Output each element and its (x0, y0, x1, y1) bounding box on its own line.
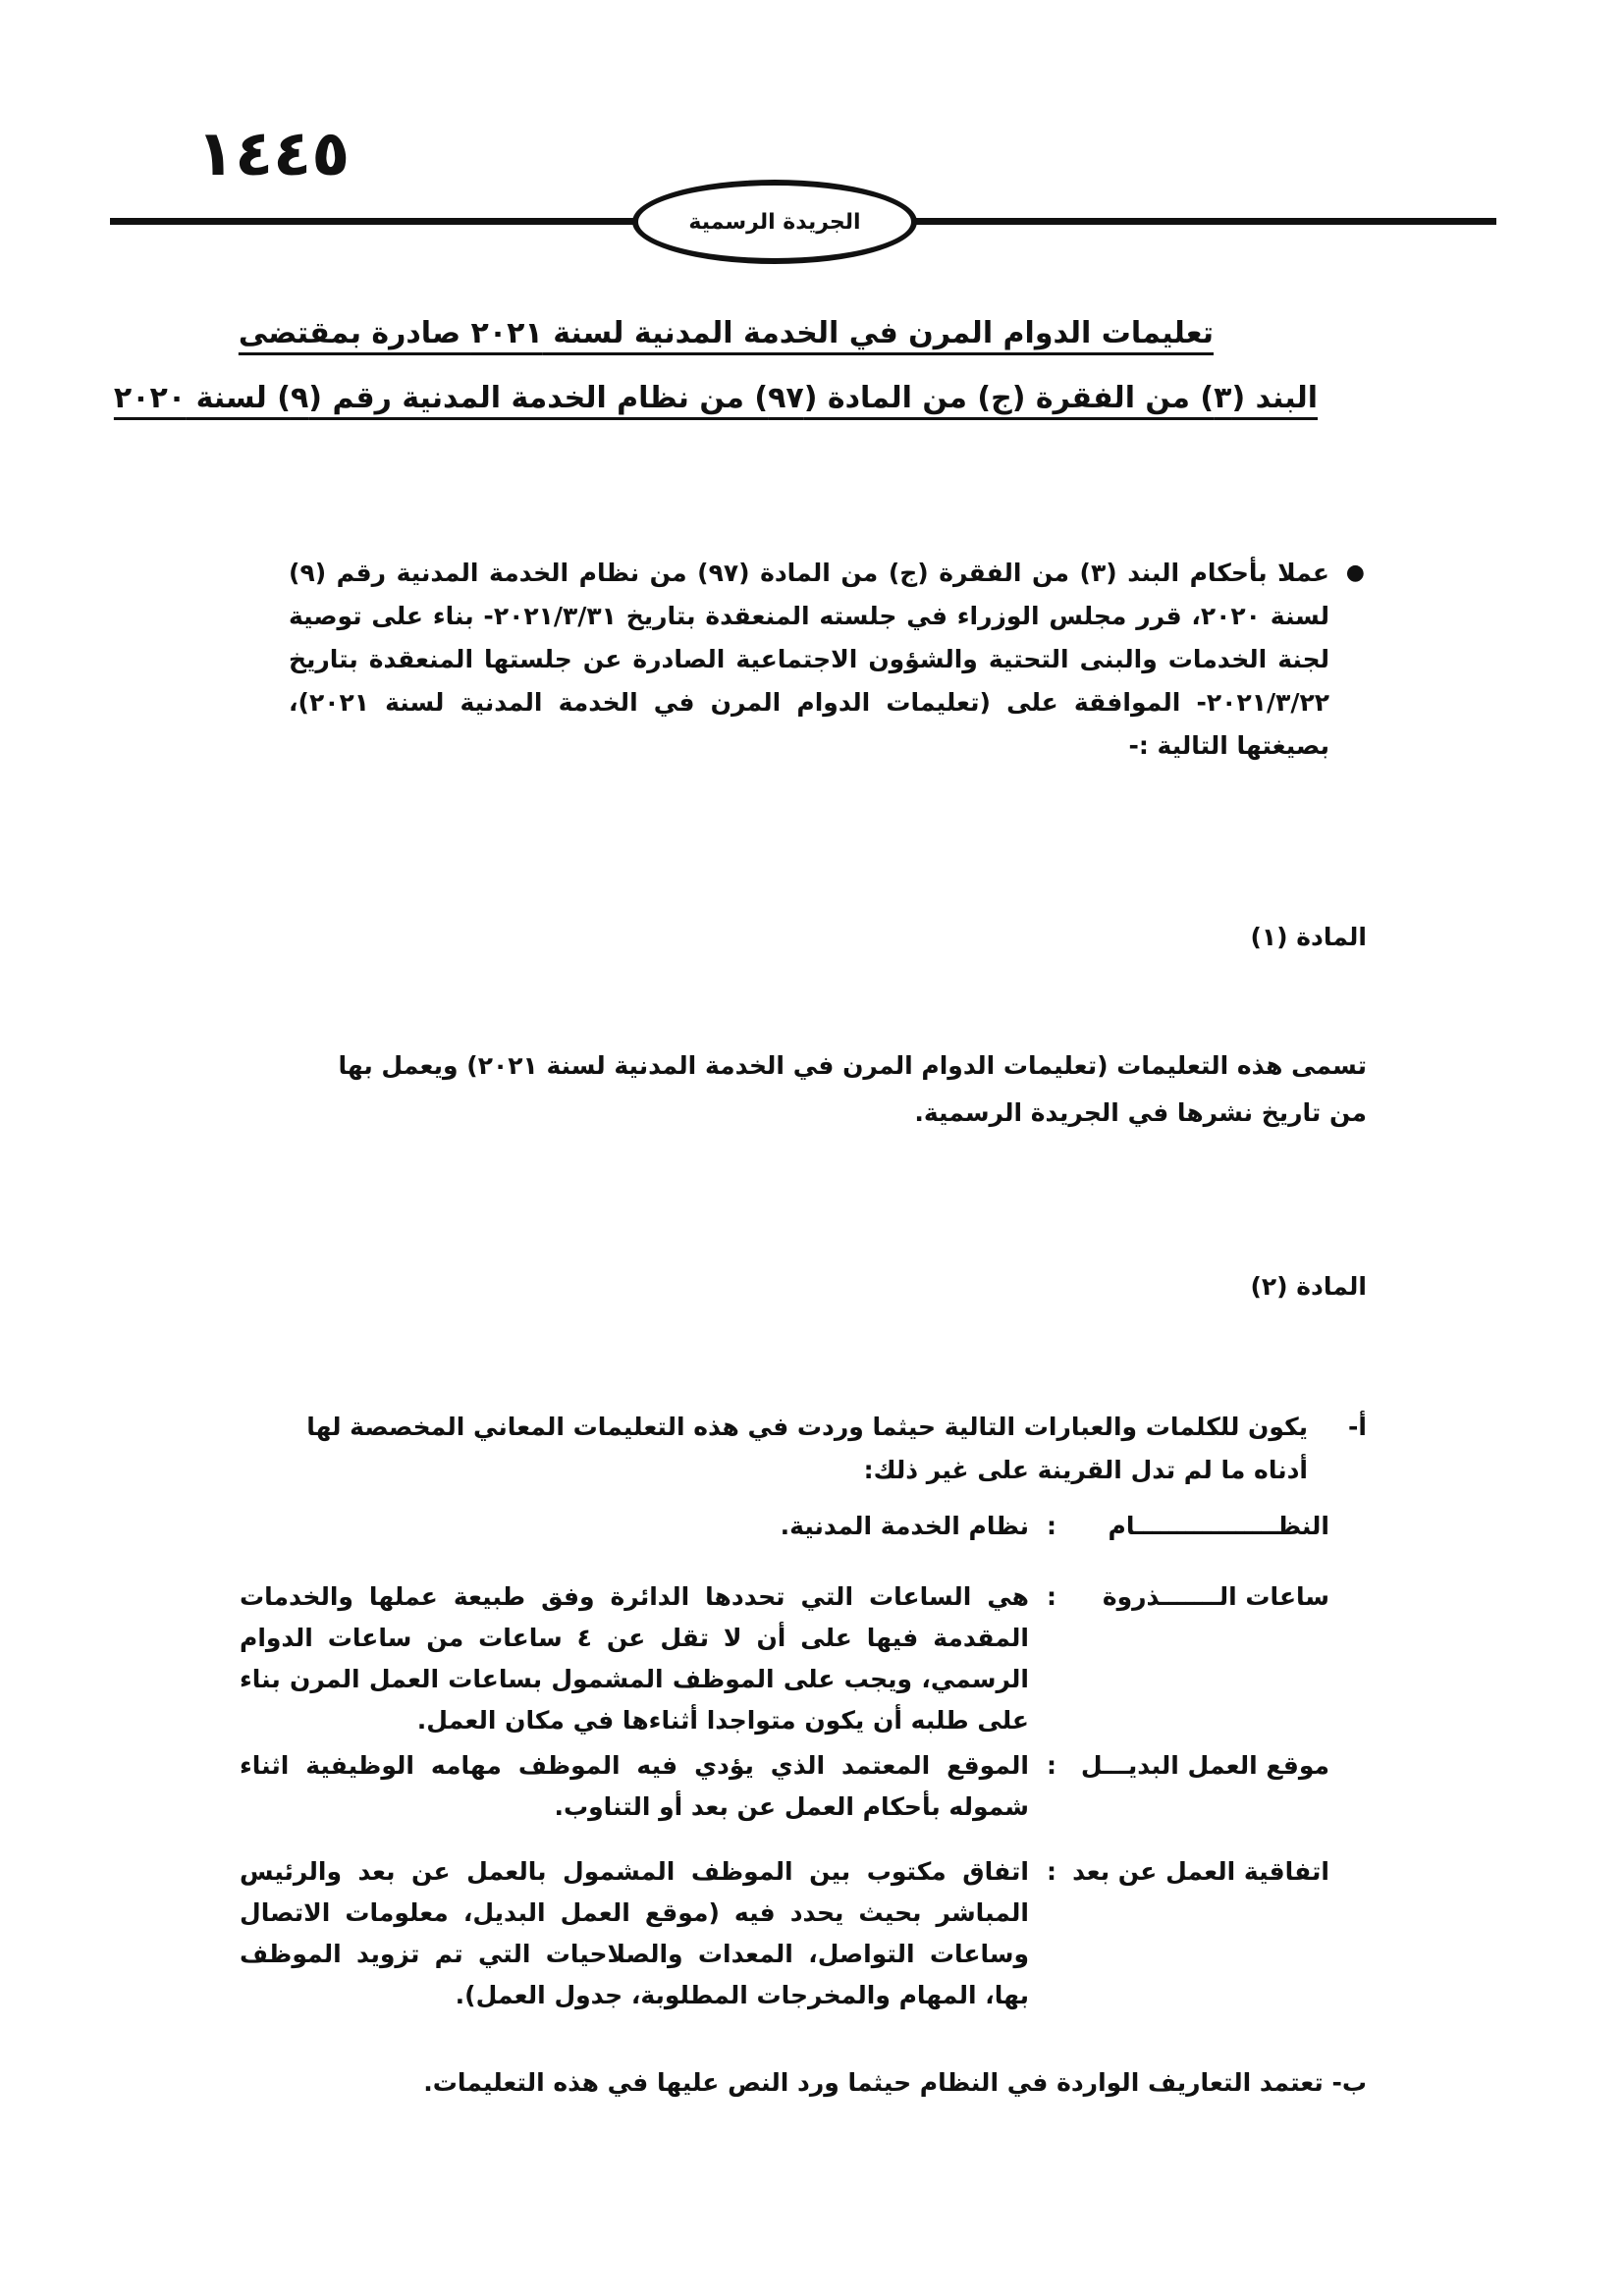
definition-value: نظام الخدمة المدنية. (780, 1512, 1029, 1540)
gazette-label: الجريدة الرسمية (688, 209, 861, 235)
definition-colon: : (1047, 1582, 1056, 1611)
definition-colon: : (1047, 1512, 1056, 1540)
article-1-text: تسمى هذه التعليمات (تعليمات الدوام المرن في الخدمة المدنية لسنة ٢٠٢١) ويعمل بها من تاريخ نشرها في الجريدة الرسمية. (338, 1051, 1367, 1127)
definition-colon: : (1047, 1751, 1056, 1780)
definition-term: ساعات الـــــــذروة (1102, 1582, 1329, 1611)
definition-colon: : (1047, 1857, 1056, 1886)
title-line-2: البند (٣) من الفقرة (ج) من المادة (٩٧) من نظام الخدمة المدنية رقم (٩) لسنة ٢٠٢٠ (113, 381, 1318, 415)
article-1-heading: المادة (١) (1250, 923, 1367, 951)
definition-value: اتفاق مكتوب بين الموظف المشمول بالعمل عن بعد والرئيس المباشر بحيث يحدد فيه (موقع العمل البديل، معلومات الاتصال وساعات التواصل، المعدات والصلاحيات التي تم تزويد الموظف بها، المهام والمخرجات المطلوبة، جدول العمل). (240, 1857, 1029, 2009)
definition-value: الموقع المعتمد الذي يؤدي فيه الموظف مهامه الوظيفية اثناء شموله بأحكام العمل عن بعد أو التناوب. (240, 1751, 1029, 1821)
definition-term: النظـــــــــــــــــام (1108, 1512, 1329, 1540)
definition-row (240, 1745, 1329, 1828)
definition-row (240, 1506, 1329, 1547)
clause-a (306, 1406, 1367, 1492)
page-number: ١٤٤٥ (196, 118, 351, 190)
clause-b: ب- تعتمد التعاريف الواردة في النظام حيثما ورد النص عليها في هذه التعليمات. (423, 2068, 1367, 2097)
definition-row (240, 1576, 1329, 1741)
definition-term: موقع العمل البديـــل (1080, 1751, 1329, 1780)
title-line-1: تعليمات الدوام المرن في الخدمة المدنية لسنة ٢٠٢١ صادرة بمقتضى (238, 316, 1214, 350)
definition-value: هي الساعات التي تحددها الدائرة وفق طبيعة عملها والخدمات المقدمة فيها على أن لا تقل عن ٤ ساعات من ساعات الدوام الرسمي، ويجب على الموظف المشمول بساعات العمل المرن بناء على طلبه أن يكون متواجدا أثناءها في مكان العمل. (240, 1582, 1029, 1735)
gazette-oval (632, 180, 917, 264)
clause-a-letter: أ- (1348, 1413, 1367, 1441)
article-2-heading: المادة (٢) (1250, 1272, 1367, 1301)
preamble-paragraph: ● عملا بأحكام البند (٣) من الفقرة (ج) من المادة (٩٧) من نظام الخدمة المدنية رقم (٩) لسنة ٢٠٢٠، قرر مجلس الوزراء في جلسته المنعقدة بتاريخ ٢٠٢١/٣/٣١- بناء على توصية لجنة الخدمات والبنى التحتية والشؤون الاجتماعية الصادرة عن جلستها المنعقدة بتاريخ ٢٠٢١/٣/٢٢- الموافقة على (تعليمات الدوام المرن في الخدمة المدنية لسنة ٢٠٢١)، بصيغتها التالية :- (289, 552, 1329, 768)
definition-row (240, 1851, 1329, 2016)
clause-a-text: يكون للكلمات والعبارات التالية حيثما وردت في هذه التعليمات المعاني المخصصة لها أدناه ما لم تدل القرينة على غير ذلك: (306, 1413, 1308, 1484)
definition-term: اتفاقية العمل عن بعد (1072, 1857, 1329, 1886)
